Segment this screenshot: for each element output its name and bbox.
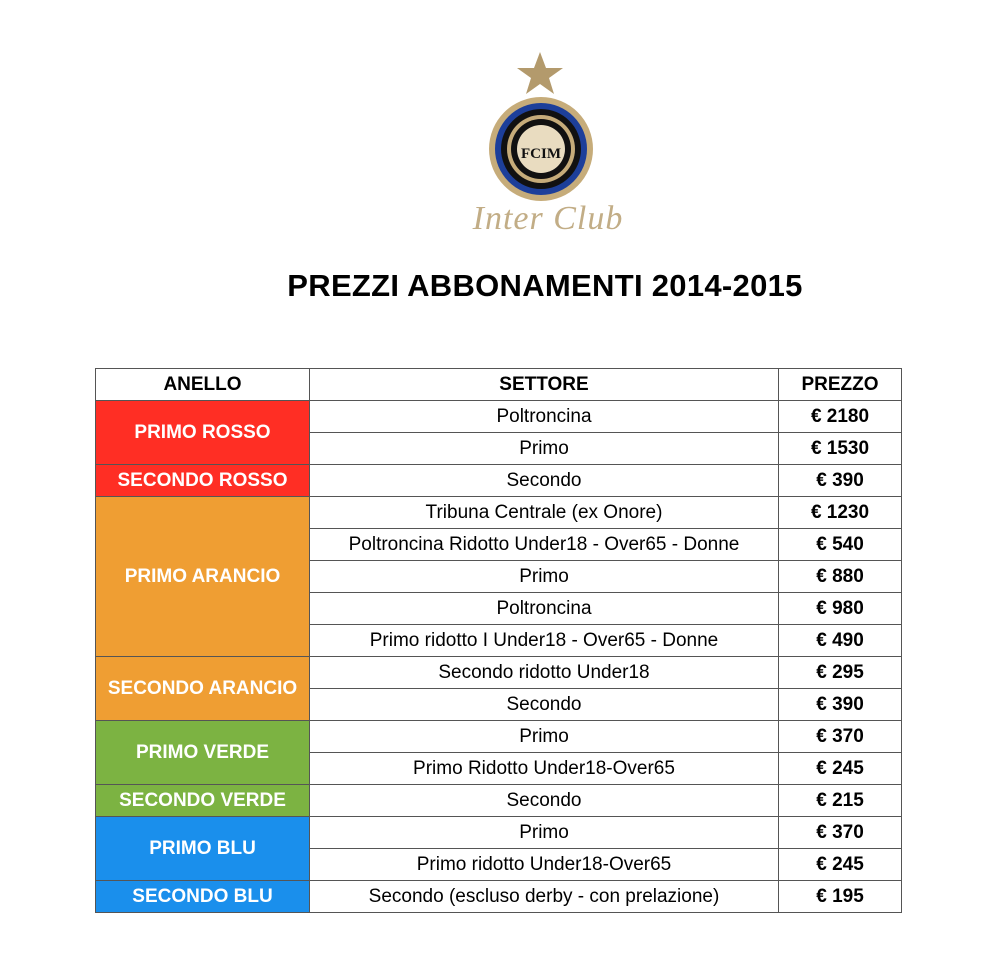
prices-table — [95, 368, 902, 913]
settore-cell: Poltroncina — [310, 593, 779, 625]
settore-cell: Primo — [310, 721, 779, 753]
table-row — [96, 497, 902, 529]
header-settore: SETTORE — [310, 369, 779, 401]
anello-cell: PRIMO BLU — [96, 817, 310, 881]
settore-cell: Secondo (escluso derby - con prelazione) — [310, 881, 779, 913]
star-icon — [517, 52, 563, 94]
settore-cell: Secondo — [310, 689, 779, 721]
header-anello: ANELLO — [96, 369, 310, 401]
header-prezzo: PREZZO — [779, 369, 902, 401]
table-row — [96, 465, 902, 497]
anello-cell: SECONDO ARANCIO — [96, 657, 310, 721]
prezzo-cell: € 1230 — [779, 497, 902, 529]
anello-cell: PRIMO VERDE — [96, 721, 310, 785]
table-header-row — [96, 369, 902, 401]
settore-cell: Poltroncina Ridotto Under18 - Over65 - Donne — [310, 529, 779, 561]
table-row — [96, 817, 902, 849]
settore-cell: Primo — [310, 561, 779, 593]
prezzo-cell: € 215 — [779, 785, 902, 817]
table-row — [96, 721, 902, 753]
emblem-monogram: FCIM — [521, 146, 561, 162]
settore-cell: Primo Ridotto Under18-Over65 — [310, 753, 779, 785]
settore-cell: Secondo — [310, 785, 779, 817]
prezzo-cell: € 2180 — [779, 401, 902, 433]
table-row — [96, 785, 902, 817]
table-row — [96, 657, 902, 689]
prezzo-cell: € 245 — [779, 849, 902, 881]
prezzo-cell: € 245 — [779, 753, 902, 785]
anello-cell: SECONDO ROSSO — [96, 465, 310, 497]
settore-cell: Primo ridotto Under18-Over65 — [310, 849, 779, 881]
settore-cell: Secondo — [310, 465, 779, 497]
anello-cell: PRIMO ROSSO — [96, 401, 310, 465]
prezzo-cell: € 295 — [779, 657, 902, 689]
prezzo-cell: € 980 — [779, 593, 902, 625]
table-row — [96, 401, 902, 433]
settore-cell: Primo ridotto I Under18 - Over65 - Donne — [310, 625, 779, 657]
prezzo-cell: € 370 — [779, 721, 902, 753]
settore-cell: Secondo ridotto Under18 — [310, 657, 779, 689]
table-row — [96, 881, 902, 913]
prezzo-cell: € 1530 — [779, 433, 902, 465]
anello-cell: SECONDO BLU — [96, 881, 310, 913]
prezzo-cell: € 195 — [779, 881, 902, 913]
prezzo-cell: € 390 — [779, 465, 902, 497]
prezzo-cell: € 540 — [779, 529, 902, 561]
settore-cell: Primo — [310, 433, 779, 465]
prezzo-cell: € 370 — [779, 817, 902, 849]
prezzo-cell: € 880 — [779, 561, 902, 593]
settore-cell: Poltroncina — [310, 401, 779, 433]
settore-cell: Primo — [310, 817, 779, 849]
prices-table-body — [96, 401, 902, 913]
prezzo-cell: € 490 — [779, 625, 902, 657]
prezzo-cell: € 390 — [779, 689, 902, 721]
page-title: PREZZI ABBONAMENTI 2014-2015 — [287, 268, 803, 303]
settore-cell: Tribuna Centrale (ex Onore) — [310, 497, 779, 529]
anello-cell: SECONDO VERDE — [96, 785, 310, 817]
anello-cell: PRIMO ARANCIO — [96, 497, 310, 657]
inter-club-script: Inter Club — [472, 200, 624, 237]
